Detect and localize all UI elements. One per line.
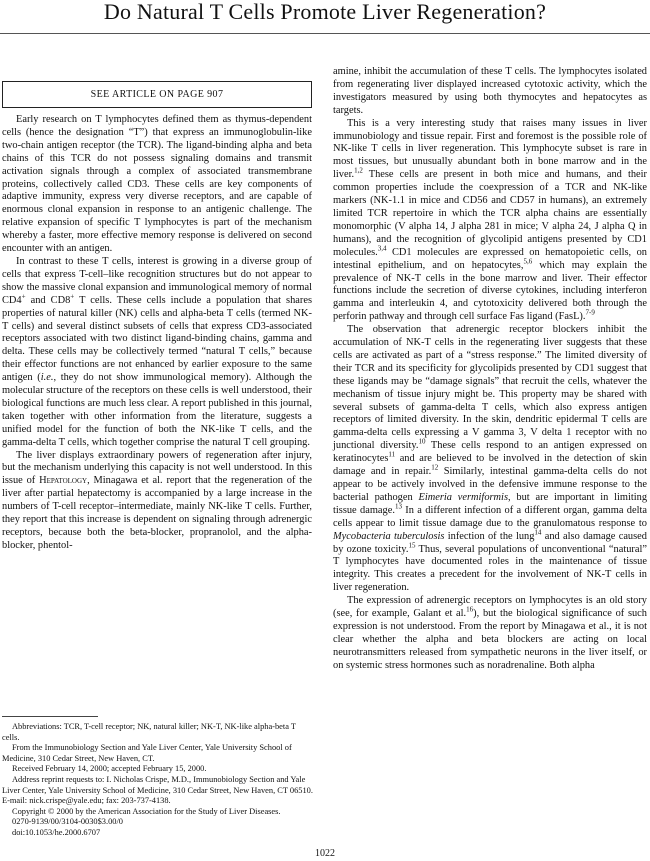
page-title: Do Natural T Cells Promote Liver Regeneration? [103, 0, 547, 24]
footnotes [2, 722, 314, 839]
body-paragraph: In contrast to these T cells, interest is growing in a diverse group of cells that express T-cell–like recognition structures but do not appear to show the massive clonal expansion and immunological memory of normal CD4+ and CD8+ T cells. These cells include a population that shares properties of natural killer (NK) cells and alpha-beta T cells (termed NK-T cells) and several distinct subsets of cells that express CD3-associated receptors associated with two distinct ligand-binding chains, gamma and delta. These cells may be collectively termed “natural T cells,” because their effector functions are not enhanced by earlier exposure to the same antigen (i.e., they do not show immunological memory). Although the molecular structure of the receptors on these cells is well understood, their biological functions are much less clear. A report published in this journal, taken together with other information from the literature, suggests a unified model for the function of both the NK-like T cells, and the gamma-delta T cells, which together comprise the natural T cell grouping. [2, 255, 313, 448]
body-paragraph: amine, inhibit the accumulation of these T cells. The lymphocytes isolated from regenerating liver displayed increased cytotoxic activity, which the investigators measured by using both thymocytes and hepatocytes as targets. [333, 66, 647, 116]
body-paragraph: The observation that adrenergic receptor blockers inhibit the accumulation of NK-T cells in the regenerating liver suggests that these cells are activated as part of a “stress response.” The limited diversity of their TCR and its specificity for glycolipids presented by CD1 suggest that these ligands may be “damage signals” that recruit the cells, whatever the mechanism of tissue injury might be. This property may be shared with several subsets of gamma-delta T cells, which also express antigen receptors of limited diversity. In the skin, dendritic epidermal T cells are gamma-delta cells expressing a V gamma 3, V delta 1 receptor with no junctional diversity.$^{10}$ These cells respond to an antigen expressed on keratinocytes$^{11}$ and are believed to be involved in the detection of skin damage and in repair.$^{12}$ Similarly, intestinal gamma-delta cells do not appear to be actively involved in the defensive immune response to the bacterial pathogen Eimeria vermiformis, but are important in limiting tissue damage.$^{13}$ In a different infection of a different organ, gamma delta cells appear to limit tissue damage due to the granulomatous response to Mycobacteria tuberculosis infection of the lung$^{14}$ and also damage caused by ozone toxicity.$^{15}$ Thus, several populations of unconventional “natural” T lymphocytes have documented roles in the maintenance of tissue integrity. This creates a precedent for the involvement of NK-T cells in liver regeneration. [333, 324, 648, 594]
right-column [333, 66, 647, 673]
footnote-doi: doi:10.1053/he.2000.6707 [12, 827, 101, 837]
footnote-reprint-address: Address reprint requests to: I. Nicholas Crispe, M.D., Immunobiology Section and Yale Liver Center, Yale University School of Medicine, 310 Cedar Street, New Haven, CT 06510. E-mail: nick.crispe@yale.edu; fax: 203-737-4138. [2, 774, 313, 806]
body-paragraph: Early research on T lymphocytes defined them as thymus-dependent cells (hence the designation “T”) that express an immunoglobulin-like two-chain antigen receptor (the TCR). The ligand-binding alpha and beta chains of this TCR do not possess signaling domains and transmit activation signals through a complex of associated transmembrane proteins, collectively called CD3. These cells are key components of adaptive immunity, express very diverse receptors, and are capable of enormous clonal expansion in response to an antigenic challenge. The relative expansion of specific T lymphocytes is part of the mechanism whereby a faster, more effective memory response is delivered on second encounter with an antigen. [2, 114, 312, 255]
body-paragraph: The liver displays extraordinary powers of regeneration after injury, but the mechanism underlying this capacity is not well understood. In this issue of Hepatology, Minagawa et al. report that the regeneration of the liver after partial hepatectomy is accompanied by a large increase in the numbers of T-cell receptor–intermediate, mainly NK-like T cells. Further, they report that this increase is dependent on signaling through adrenergic receptors, because both the beta-blocker, propranolol, and the alpha-blocker, phentol- [2, 449, 312, 551]
footnote-rule [2, 716, 98, 717]
body-paragraph: The expression of adrenergic receptors on lymphocytes is an old story (see, for example, Galant et al.$^{16}$), but the biological significance of such expression is not understood. From the report by Minagawa et al., it is not clear whether the alpha and beta blockers are acting on local neurotransmitters released from sympathetic neurons in the liver itself, or on systemic stress hormones such as noradrenaline. Both alpha [333, 595, 647, 671]
title-rule [0, 33, 650, 34]
left-column [2, 114, 312, 553]
body-paragraph: This is a very interesting study that raises many issues in liver immunobiology and tissue repair. First and foremost is the possible role of NK-like T cells in liver regeneration. This lymphocyte subset is rare in most tissues, but unusually abundant both in bone marrow and in the liver.$^{1,2}$ These cells are present in both mice and humans, and their common properties include the coexpression of a TCR and NK-like markers (NK-1.1 in mice and CD56 and CD57 in humans), an extremely limited TCR repertoire in which the TCR alpha chains are essentially monomorphic (V alpha 14, J alpha 281 in mice; V alpha 24, J alpha Q in humans), and the recognition of glycolipid antigens presented by CD1 molecules.$^{3,4}$ CD1 molecules are expressed on hematopoietic cells, on intestinal epithelium, and on hepatocytes,$^{5,6}$ which may explain the prevalence of NK-T cells in the bone marrow and liver. Their effector functions include the secretion of diverse cytokines, including interferon gamma and interleukin 4, and cytotoxicity delivered both through the perforin pathway and through cell surface Fas ligand (FasL).$^{7-9}$ [333, 117, 648, 323]
see-article-link[interactable]: SEE ARTICLE ON PAGE 907 [2, 81, 312, 108]
footnote-issn: 0270-9139/00/3104-0030$3.00/0 [12, 817, 123, 827]
footnote-copyright: Copyright © 2000 by the American Association for the Study of Liver Diseases. [12, 806, 281, 816]
page-number: 1022 [315, 848, 335, 859]
footnote-abbreviations: Abbreviations: TCR, T-cell receptor; NK, natural killer; NK-T, NK-like alpha-beta T cells. [2, 722, 296, 742]
footnote-affiliation: From the Immunobiology Section and Yale Liver Center, Yale University School of Medicine, 310 Cedar Street, New Haven, CT. [2, 743, 292, 763]
footnote-received: Received February 14, 2000; accepted February 15, 2000. [12, 764, 207, 774]
